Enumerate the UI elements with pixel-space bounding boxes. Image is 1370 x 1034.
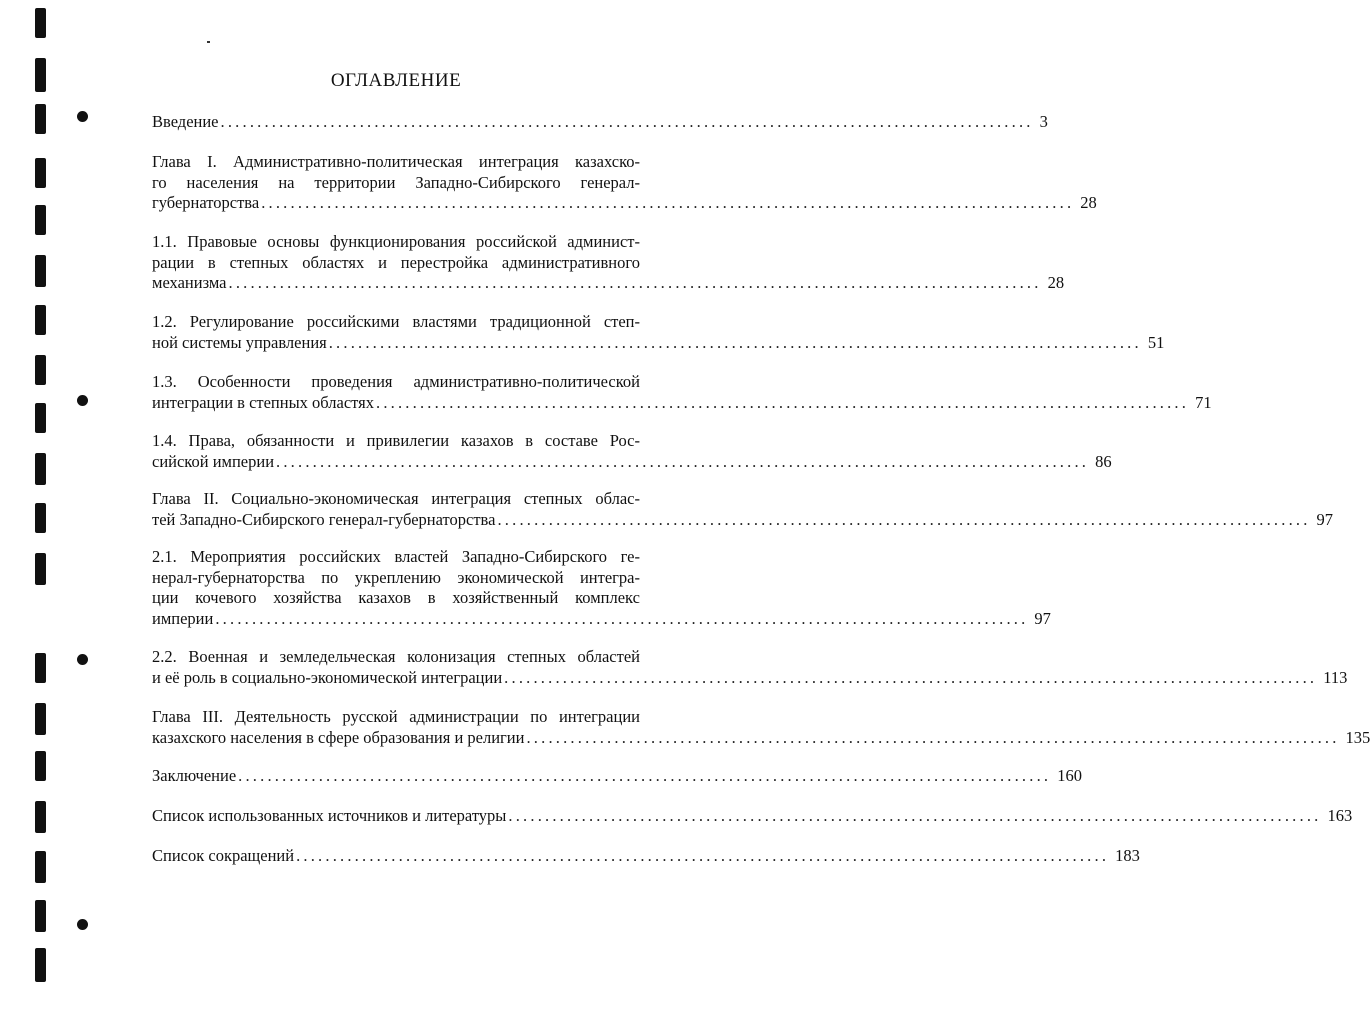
toc-page-number: 28: [1047, 273, 1065, 292]
punch-hole: [77, 654, 88, 665]
binder-mark: [35, 851, 46, 883]
leader-dots: ...............................................................................................................: [504, 667, 1318, 687]
leader-dots: ...............................................................................................................: [276, 451, 1090, 471]
binder-mark: [35, 158, 46, 188]
leader-dots: ...............................................................................................................: [526, 727, 1340, 747]
toc-page-number: 86: [1095, 451, 1112, 471]
leader-dots: ...............................................................................................................: [261, 193, 1075, 212]
scan-speck: [207, 41, 210, 43]
toc-page-number: 97: [1034, 608, 1051, 628]
toc-entry[interactable]: [152, 372, 1212, 413]
binder-mark: [35, 58, 46, 92]
toc-page-number: 183: [1115, 846, 1140, 865]
toc-entry[interactable]: [152, 489, 1334, 530]
toc-entry[interactable]: [152, 766, 1082, 787]
binder-mark: [35, 801, 46, 833]
toc-entry[interactable]: [152, 707, 1370, 748]
toc-entry-text: 1.1. Правовые основы функционирования российской админист-: [152, 232, 640, 251]
binder-mark: [35, 205, 46, 235]
binder-mark: [35, 751, 46, 781]
toc-entry-text: и её роль в социально-экономической интеграции: [152, 667, 503, 687]
toc-entry-text: ной системы управления: [152, 332, 327, 352]
toc-entry[interactable]: [152, 431, 1112, 472]
punch-hole: [77, 111, 88, 122]
toc-page-number: 135: [1345, 727, 1370, 747]
toc-entry-text: Глава I. Административно-политическая интеграция казахско-: [152, 152, 640, 171]
leader-dots: ...............................................................................................................: [215, 608, 1029, 628]
leader-dots: ...............................................................................................................: [220, 112, 1034, 131]
toc-page-number: 160: [1057, 766, 1082, 785]
toc-page-number: 97: [1316, 509, 1334, 529]
toc-entry-text: казахского населения в сфере образования и религии: [152, 727, 525, 747]
binder-mark: [35, 8, 46, 38]
leader-dots: ...............................................................................................................: [228, 273, 1042, 292]
toc-entry-text: Введение: [152, 112, 219, 131]
leader-dots: ...............................................................................................................: [376, 392, 1190, 412]
binder-mark: [35, 948, 46, 982]
toc-entry-text: 2.1. Мероприятия российских властей Западно-Сибирского ге-: [152, 547, 640, 566]
page-title: ОГЛАВЛЕНИЕ: [330, 70, 462, 91]
binder-mark: [35, 305, 46, 335]
toc-entry-text: империи: [152, 608, 214, 628]
toc-entry[interactable]: [152, 647, 1348, 688]
toc-entry-text: интеграции в степных областях: [152, 392, 374, 412]
toc-entry-text: 1.2. Регулирование российскими властями традиционной степ-: [152, 312, 640, 331]
binder-mark: [35, 900, 46, 932]
toc-page-number: 28: [1080, 193, 1097, 212]
toc-entry-text: сийской империи: [152, 451, 275, 471]
binder-mark: [35, 355, 46, 385]
leader-dots: ...............................................................................................................: [238, 766, 1052, 785]
toc-page-number: 51: [1147, 332, 1165, 352]
binder-mark: [35, 453, 46, 485]
leader-dots: ...............................................................................................................: [497, 509, 1311, 529]
toc-entry-text: 2.2. Военная и земледельческая колонизация степных областей: [152, 647, 640, 666]
toc-entry-text: Список использованных источников и литературы: [152, 806, 507, 825]
leader-dots: ...............................................................................................................: [508, 806, 1322, 825]
toc-page-number: 163: [1327, 806, 1353, 825]
binder-mark: [35, 703, 46, 735]
leader-dots: ...............................................................................................................: [296, 846, 1110, 865]
binder-mark: [35, 403, 46, 433]
punch-hole: [77, 395, 88, 406]
binder-mark: [35, 503, 46, 533]
toc-entry-text: го населения на территории Западно-Сибирского генерал-: [152, 172, 640, 192]
toc-page-number: 71: [1195, 392, 1212, 412]
binder-mark: [35, 553, 46, 585]
toc-entry-text: тей Западно-Сибирского генерал-губернаторства: [152, 509, 496, 529]
toc-entry-text: Глава II. Социально-экономическая интеграция степных облас-: [152, 489, 640, 508]
binder-margin: [0, 0, 120, 1034]
toc-entry-text: рации в степных областях и перестройка административного: [152, 252, 640, 272]
toc-entry-text: губернаторства: [152, 193, 260, 212]
toc-page-number: 113: [1323, 667, 1348, 687]
binder-mark: [35, 653, 46, 683]
toc-entry[interactable]: [152, 232, 1065, 294]
toc-entry-text: механизма: [152, 273, 227, 292]
toc-entry[interactable]: [152, 152, 1097, 214]
binder-mark: [35, 255, 46, 287]
toc-entry[interactable]: [152, 112, 1048, 133]
toc-entry[interactable]: [152, 547, 1051, 629]
toc-entry-text: Список сокращений: [152, 846, 295, 865]
toc-entry-text: 1.4. Права, обязанности и привилегии казахов в составе Рос-: [152, 431, 640, 450]
toc-entry[interactable]: [152, 806, 1353, 827]
punch-hole: [77, 919, 88, 930]
toc-page-number: 3: [1039, 112, 1048, 131]
binder-mark: [35, 104, 46, 134]
toc-entry[interactable]: [152, 312, 1165, 353]
toc-entry-text: ции кочевого хозяйства казахов в хозяйственный комплекс: [152, 588, 640, 607]
toc-entry[interactable]: [152, 846, 1140, 867]
toc-entry-text: Заключение: [152, 766, 237, 785]
toc-entry-text: Глава III. Деятельность русской администрации по интеграции: [152, 707, 640, 726]
toc-entry-text: нерал-губернаторства по укреплению экономической интегра-: [152, 567, 640, 587]
toc-entry-text: 1.3. Особенности проведения административно-политической: [152, 372, 640, 391]
leader-dots: ...............................................................................................................: [328, 332, 1142, 352]
